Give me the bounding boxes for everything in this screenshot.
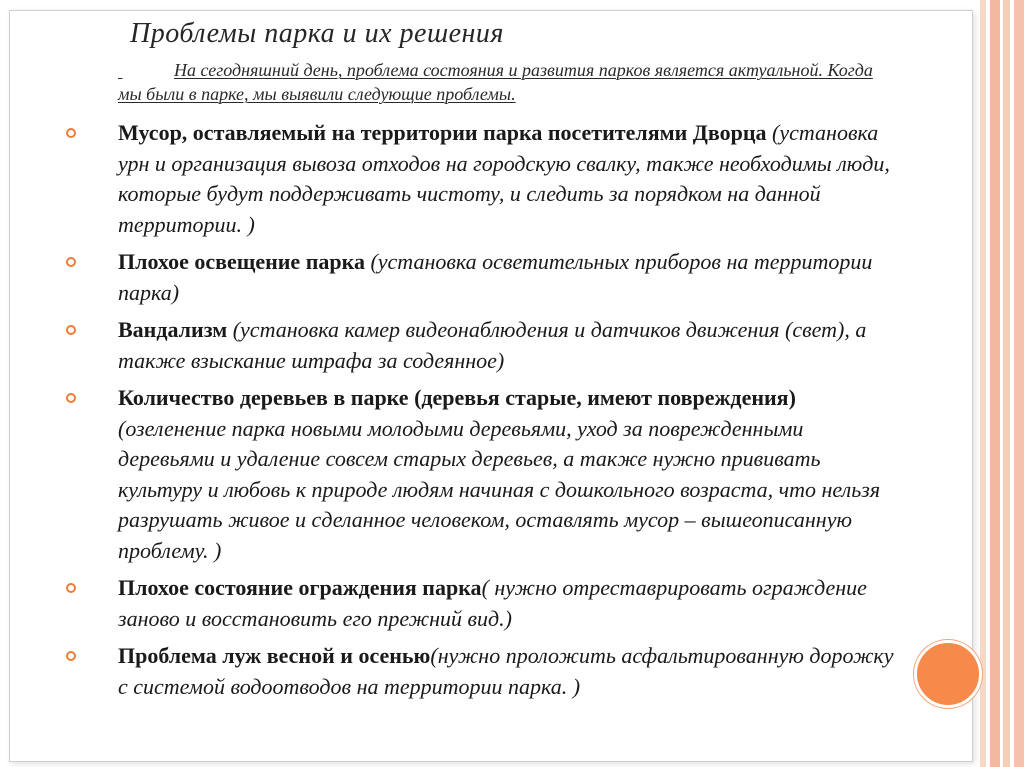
problems-list: [66, 118, 896, 709]
bullet-icon: [66, 583, 76, 593]
list-item: [66, 247, 896, 308]
bullet-icon: [66, 257, 76, 267]
subtitle-text: На сегодняшний день, проблема состояния и развития парков является актуальной. Когда мы были в парке, мы выявили следующие проблемы.: [118, 60, 873, 104]
solution-text: (установка камер видеонаблюдения и датчиков движения (свет), а также взыскание штрафа за содеянное): [118, 317, 867, 373]
slide-subtitle: [118, 58, 878, 106]
solution-text: (озеленение парка новыми молодыми деревьями, уход за поврежденными деревьями и удаление совсем старых деревьев, а также нужно прививать культуру и любовь к природе людям начиная с дошкольного возраста, что нельзя разрушать живое и сделанное человеком, оставлять мусор – вышеописанную проблему. ): [118, 415, 881, 563]
decorative-circle: [914, 640, 982, 708]
problem-text: Мусор, оставляемый на территории парка посетителями Дворца: [118, 120, 767, 145]
list-item: [66, 118, 896, 240]
solution-text: (нужно проложить асфальтированную дорожку с системой водоотводов на территории парка. ): [118, 643, 894, 699]
problem-text: Количество деревьев в парке (деревья старые, имеют повреждения): [118, 385, 796, 410]
slide-title: Проблемы парка и их решения: [130, 18, 504, 49]
problem-text: Плохое состояние ограждения парка: [118, 575, 482, 600]
list-item: [66, 573, 896, 634]
subtitle-indent: [118, 58, 174, 82]
solution-text: (установка осветительных приборов на территории парка): [118, 249, 873, 305]
list-item: [66, 641, 896, 702]
solution-text: (установка урн и организация вывоза отходов на городскую свалку, также необходимы люди, которые будут поддерживать чистоту, и следить за порядком на данной территории. ): [118, 120, 890, 237]
problem-text: Проблема луж весной и осенью: [118, 643, 431, 668]
problem-text: Плохое освещение парка: [118, 249, 365, 274]
problem-text: Вандализм: [118, 317, 228, 342]
bullet-icon: [66, 393, 76, 403]
list-item: [66, 315, 896, 376]
decorative-stripes: [980, 0, 1024, 767]
bullet-icon: [66, 128, 76, 138]
list-item: [66, 383, 896, 566]
bullet-icon: [66, 651, 76, 661]
bullet-icon: [66, 325, 76, 335]
solution-text: ( нужно отреставрировать ограждение заново и восстановить его прежний вид.): [118, 575, 867, 631]
